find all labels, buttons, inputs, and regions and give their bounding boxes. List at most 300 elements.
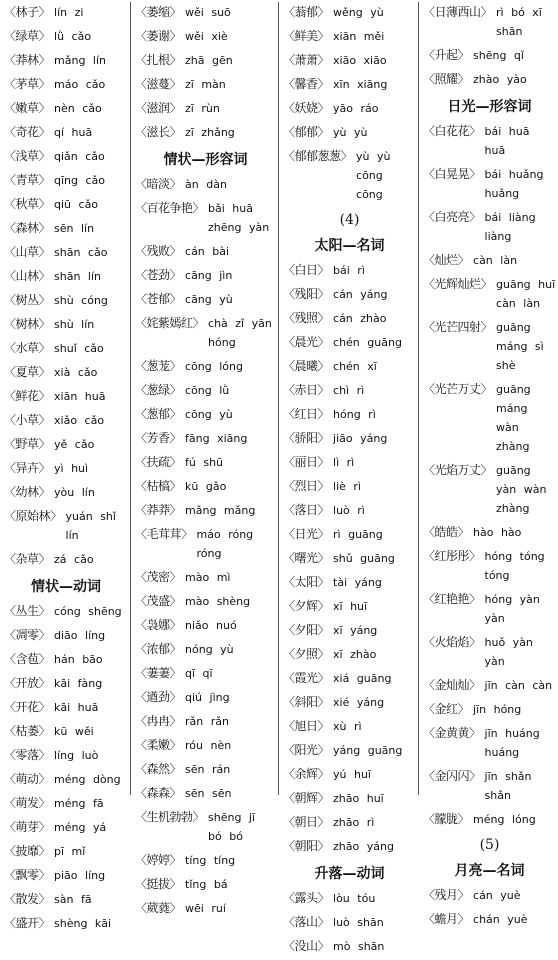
entry-word: 〈晨光〉 — [283, 335, 330, 349]
word-entry — [135, 615, 276, 639]
entry-pinyin: guāng máng wàn zhàng — [496, 383, 531, 453]
entry-pinyin: shuǐ cǎo — [54, 342, 104, 355]
entry-word: 〈光辉灿烂〉 — [423, 277, 493, 291]
section-heading: 情状—动词 — [31, 579, 101, 595]
entry-word: 〈小草〉 — [4, 413, 51, 427]
entry-pinyin: kū gǎo — [185, 480, 227, 493]
word-entry — [423, 766, 556, 809]
column-1 — [0, 2, 130, 930]
entry-word: 〈残败〉 — [135, 244, 182, 258]
entry-word: 〈滋润〉 — [135, 101, 182, 115]
entry-word: 〈扎根〉 — [135, 53, 182, 67]
word-entry — [135, 850, 276, 874]
entry-pinyin: pī mǐ — [54, 845, 86, 858]
section-heading: 日光—形容词 — [447, 99, 532, 115]
word-entry — [4, 314, 128, 338]
entry-word: 〈毛茸茸〉 — [135, 527, 193, 541]
entry-word: 〈含苞〉 — [4, 652, 51, 666]
entry-word: 〈滋蔓〉 — [135, 77, 182, 91]
entry-word: 〈茂密〉 — [135, 570, 182, 584]
word-entry — [135, 524, 276, 567]
entry-word: 〈盛开〉 — [4, 916, 51, 930]
word-entry — [135, 874, 276, 898]
word-entry — [4, 290, 128, 314]
entry-pinyin: mào mì — [185, 571, 231, 584]
entry-word: 〈皓皓〉 — [423, 525, 470, 539]
entry-word: 〈照耀〉 — [423, 72, 470, 86]
word-entry — [135, 687, 276, 711]
entry-pinyin: shù cóng — [54, 294, 108, 307]
word-entry — [283, 284, 416, 308]
word-entry — [4, 338, 128, 362]
word-entry — [423, 699, 556, 723]
entry-word: 〈浅草〉 — [4, 149, 51, 163]
entry-pinyin: hào hào — [473, 526, 522, 539]
entry-pinyin: shēng qǐ — [473, 49, 524, 62]
column-3 — [278, 2, 418, 953]
entry-word: 〈秋草〉 — [4, 197, 51, 211]
entry-word: 〈太阳〉 — [283, 575, 330, 589]
entry-word: 〈灿烂〉 — [423, 253, 470, 267]
entry-word: 〈挺拔〉 — [135, 877, 182, 891]
word-entry — [4, 410, 128, 434]
entry-pinyin: hán bāo — [54, 653, 103, 666]
entry-pinyin: liè rì — [333, 480, 361, 493]
word-entry — [283, 428, 416, 452]
entry-word: 〈森然〉 — [135, 762, 182, 776]
word-entry — [423, 164, 556, 207]
word-entry — [283, 74, 416, 98]
entry-pinyin: àn dàn — [185, 178, 227, 191]
entry-word: 〈飘零〉 — [4, 868, 51, 882]
entry-pinyin: xiān měi — [333, 30, 385, 43]
entry-pinyin: chén guāng — [333, 336, 402, 349]
word-entry — [4, 913, 128, 937]
word-entry — [135, 404, 276, 428]
entry-pinyin: xī huī — [333, 600, 368, 613]
entry-word: 〈暗淡〉 — [135, 177, 182, 191]
entry-pinyin: mǎng lín — [54, 54, 107, 67]
entry-pinyin: mǎng mǎng — [185, 504, 256, 517]
word-entry — [283, 476, 416, 500]
entry-pinyin: líng luò — [54, 749, 99, 762]
entry-pinyin: cán bài — [185, 245, 230, 258]
word-entry — [135, 591, 276, 615]
word-entry — [283, 716, 416, 740]
entry-pinyin: kāi huā — [54, 701, 99, 714]
entry-word: 〈野草〉 — [4, 437, 51, 451]
word-entry — [135, 639, 276, 663]
entry-pinyin: cán yáng — [333, 288, 388, 301]
entry-pinyin: jīn shǎn shǎn — [484, 770, 532, 802]
entry-word: 〈柔嫩〉 — [135, 738, 182, 752]
entry-pinyin: máo róng róng — [196, 528, 254, 560]
entry-pinyin: qiū cǎo — [54, 198, 99, 211]
entry-word: 〈遒劲〉 — [135, 690, 182, 704]
word-entry — [4, 673, 128, 697]
entry-pinyin: jiāo yáng — [333, 432, 388, 445]
entry-pinyin: yáng guāng — [333, 744, 403, 757]
entry-pinyin: yú huī — [333, 768, 371, 781]
entry-word: 〈白亮亮〉 — [423, 210, 481, 224]
word-entry — [283, 26, 416, 50]
word-entry — [135, 735, 276, 759]
entry-word: 〈日光〉 — [283, 527, 330, 541]
entry-word: 〈开放〉 — [4, 676, 51, 690]
entry-word: 〈散发〉 — [4, 892, 51, 906]
entry-pinyin: luò rì — [333, 504, 365, 517]
word-entry — [283, 788, 416, 812]
entry-pinyin: méng lóng — [473, 813, 536, 826]
entry-word: 〈林子〉 — [4, 5, 51, 19]
word-entry — [4, 194, 128, 218]
entry-word: 〈霞光〉 — [283, 671, 330, 685]
word-entry — [4, 170, 128, 194]
entry-word: 〈丽日〉 — [283, 455, 330, 469]
entry-pinyin: shèng kāi — [54, 917, 112, 930]
entry-pinyin: cōng lóng — [185, 360, 243, 373]
word-entry — [4, 458, 128, 482]
entry-pinyin: zhā gēn — [185, 54, 233, 67]
entry-word: 〈余辉〉 — [283, 767, 330, 781]
entry-word: 〈落日〉 — [283, 503, 330, 517]
word-entry — [423, 809, 556, 833]
entry-word: 〈莽莽〉 — [135, 503, 182, 517]
entry-word: 〈芳香〉 — [135, 431, 182, 445]
word-entry — [4, 506, 128, 549]
entry-word: 〈赤日〉 — [283, 383, 330, 397]
entry-word: 〈青草〉 — [4, 173, 51, 187]
entry-word: 〈光芒四射〉 — [423, 320, 493, 334]
word-entry — [283, 146, 416, 208]
entry-word: 〈金黄黄〉 — [423, 726, 481, 740]
word-entry — [283, 936, 416, 960]
word-entry — [423, 317, 556, 379]
word-entry — [283, 2, 416, 26]
entry-pinyin: méng fā — [54, 797, 104, 810]
word-entry — [4, 549, 128, 573]
entry-word: 〈露头〉 — [283, 891, 330, 905]
column-4 — [418, 2, 558, 926]
entry-pinyin: wěng yù — [333, 6, 384, 19]
entry-pinyin: xiān huā — [54, 390, 106, 403]
word-entry — [283, 836, 416, 860]
word-entry — [135, 2, 276, 26]
entry-pinyin: fú shū — [185, 456, 224, 469]
entry-pinyin: zá cǎo — [54, 553, 94, 566]
word-entry — [4, 386, 128, 410]
entry-word: 〈幼林〉 — [4, 485, 51, 499]
entry-pinyin: chì rì — [333, 384, 365, 397]
entry-pinyin: sàn fā — [54, 893, 92, 906]
word-entry — [4, 98, 128, 122]
word-entry — [135, 174, 276, 198]
word-entry — [283, 98, 416, 122]
entry-word: 〈晨曦〉 — [283, 359, 330, 373]
entry-pinyin: kū wěi — [54, 725, 94, 738]
word-entry — [423, 522, 556, 546]
entry-pinyin: zī màn — [185, 78, 226, 91]
entry-word: 〈百花争艳〉 — [135, 201, 205, 215]
entry-pinyin: xī yáng — [333, 624, 378, 637]
entry-pinyin: cāng jìn — [185, 269, 233, 282]
entry-word: 〈朝辉〉 — [283, 791, 330, 805]
entry-word: 〈葱绿〉 — [135, 383, 182, 397]
word-entry — [4, 841, 128, 865]
entry-word: 〈枯槁〉 — [135, 479, 182, 493]
word-entry — [135, 807, 276, 850]
word-entry — [4, 2, 128, 26]
word-entry — [423, 885, 556, 909]
entry-word: 〈生机勃勃〉 — [135, 810, 205, 824]
entry-word: 〈水草〉 — [4, 341, 51, 355]
word-entry — [135, 356, 276, 380]
entry-word: 〈朝日〉 — [283, 815, 330, 829]
entry-pinyin: jīn hóng — [473, 703, 522, 716]
entry-word: 〈残照〉 — [283, 311, 330, 325]
entry-pinyin: guāng huī càn làn — [496, 278, 556, 310]
word-entry — [283, 380, 416, 404]
word-entry — [135, 380, 276, 404]
entry-word: 〈披靡〉 — [4, 844, 51, 858]
entry-word: 〈葱郁〉 — [135, 407, 182, 421]
entry-word: 〈山草〉 — [4, 245, 51, 259]
word-entry — [4, 649, 128, 673]
entry-pinyin: zhāo rì — [333, 816, 375, 829]
word-entry — [283, 692, 416, 716]
entry-pinyin: mào shèng — [185, 595, 251, 608]
word-entry — [135, 289, 276, 313]
entry-pinyin: xiá guāng — [333, 672, 392, 685]
entry-word: 〈夕辉〉 — [283, 599, 330, 613]
entry-pinyin: lǜ cǎo — [54, 30, 92, 43]
entry-pinyin: bǎi huā zhēng yàn — [208, 202, 270, 234]
entry-word: 〈朦胧〉 — [423, 812, 470, 826]
section-heading: 升落—动词 — [314, 866, 385, 882]
word-entry — [135, 898, 276, 922]
entry-word: 〈凋零〉 — [4, 628, 51, 642]
word-entry — [283, 404, 416, 428]
word-entry — [4, 889, 128, 913]
entry-pinyin: lín zi — [54, 6, 84, 19]
entry-pinyin: jīn càn càn — [484, 679, 553, 692]
word-entry — [283, 912, 416, 936]
entry-pinyin: cán zhào — [333, 312, 387, 325]
entry-word: 〈滋长〉 — [135, 125, 182, 139]
entry-word: 〈金灿灿〉 — [423, 678, 481, 692]
word-entry — [423, 250, 556, 274]
entry-word: 〈葱茏〉 — [135, 359, 182, 373]
entry-word: 〈苍郁〉 — [135, 292, 182, 306]
section-heading: 月亮—名词 — [454, 863, 525, 879]
entry-word: 〈枯萎〉 — [4, 724, 51, 738]
entry-word: 〈萋萋〉 — [135, 666, 182, 680]
entry-pinyin: nóng yù — [185, 643, 234, 656]
entry-word: 〈斜阳〉 — [283, 695, 330, 709]
entry-pinyin: rǎn rǎn — [185, 715, 229, 728]
word-entry — [135, 313, 276, 356]
word-entry — [135, 783, 276, 807]
word-entry — [135, 50, 276, 74]
entry-word: 〈旭日〉 — [283, 719, 330, 733]
word-entry — [135, 26, 276, 50]
entry-pinyin: wěi suō — [185, 6, 231, 19]
entry-word: 〈鲜花〉 — [4, 389, 51, 403]
entry-word: 〈鲜美〉 — [283, 29, 330, 43]
entry-pinyin: cóng shēng — [54, 605, 122, 618]
word-entry — [4, 218, 128, 242]
entry-word: 〈曙光〉 — [283, 551, 330, 565]
word-entry — [4, 745, 128, 769]
word-entry — [4, 482, 128, 506]
word-entry — [135, 98, 276, 122]
entry-word: 〈蓊郁〉 — [283, 5, 330, 19]
entry-pinyin: zī zhǎng — [185, 126, 235, 139]
entry-word: 〈零落〉 — [4, 748, 51, 762]
entry-word: 〈妖娆〉 — [283, 101, 330, 115]
word-entry — [4, 50, 128, 74]
word-entry — [4, 242, 128, 266]
entry-pinyin: huǒ yàn yàn — [484, 636, 533, 668]
word-entry — [135, 452, 276, 476]
word-entry — [423, 121, 556, 164]
entry-pinyin: luò shān — [333, 916, 384, 929]
entry-word: 〈开花〉 — [4, 700, 51, 714]
entry-pinyin: róu nèn — [185, 739, 232, 752]
entry-word: 〈扶疏〉 — [135, 455, 182, 469]
word-entry — [423, 207, 556, 250]
word-entry — [135, 500, 276, 524]
entry-word: 〈残月〉 — [423, 888, 470, 902]
entry-pinyin: nèn cǎo — [54, 102, 102, 115]
word-entry — [423, 546, 556, 589]
entry-word: 〈婷婷〉 — [135, 853, 182, 867]
entry-pinyin: qīng cǎo — [54, 174, 106, 187]
entry-word: 〈红艳艳〉 — [423, 592, 481, 606]
entry-word: 〈阳光〉 — [283, 743, 330, 757]
word-entry — [135, 122, 276, 146]
entry-pinyin: cōng yù — [185, 408, 233, 421]
word-entry — [135, 476, 276, 500]
entry-pinyin: yù yù — [333, 126, 368, 139]
entry-word: 〈红彤彤〉 — [423, 549, 481, 563]
entry-pinyin: chà zǐ yān hóng — [208, 317, 272, 349]
entry-word: 〈光芒万丈〉 — [423, 382, 493, 396]
entry-word: 〈白晃晃〉 — [423, 167, 481, 181]
word-entry — [283, 452, 416, 476]
entry-word: 〈袅娜〉 — [135, 618, 182, 632]
entry-word: 〈金红〉 — [423, 702, 470, 716]
entry-word: 〈萌发〉 — [4, 796, 51, 810]
entry-pinyin: guāng máng sì shè — [496, 321, 544, 372]
entry-word: 〈红日〉 — [283, 407, 330, 421]
word-entry — [135, 759, 276, 783]
word-entry — [423, 723, 556, 766]
entry-word: 〈树林〉 — [4, 317, 51, 331]
word-entry — [283, 356, 416, 380]
entry-word: 〈姹紫嫣红〉 — [135, 316, 205, 330]
entry-pinyin: yù yù cōng cōng — [356, 150, 391, 201]
entry-word: 〈夕阳〉 — [283, 623, 330, 637]
entry-pinyin: chán yuè — [473, 913, 528, 926]
entry-pinyin: xià cǎo — [54, 366, 98, 379]
entry-word: 〈奇花〉 — [4, 125, 51, 139]
word-entry — [135, 428, 276, 452]
entry-pinyin: lì rì — [333, 456, 355, 469]
entry-word: 〈树丛〉 — [4, 293, 51, 307]
entry-pinyin: jīn huáng huáng — [484, 727, 540, 759]
word-entry — [283, 500, 416, 524]
entry-pinyin: hóng tóng tóng — [484, 550, 545, 582]
word-entry — [283, 668, 416, 692]
entry-word: 〈萧萧〉 — [283, 53, 330, 67]
entry-pinyin: zhào yào — [473, 73, 527, 86]
word-entry — [4, 362, 128, 386]
word-entry — [283, 620, 416, 644]
entry-pinyin: zhāo huī — [333, 792, 384, 805]
entry-pinyin: càn làn — [473, 254, 518, 267]
entry-pinyin: tài yáng — [333, 576, 382, 589]
word-entry — [283, 332, 416, 356]
entry-word: 〈没山〉 — [283, 939, 330, 953]
word-entry — [4, 146, 128, 170]
word-entry — [4, 865, 128, 889]
entry-pinyin: shù lín — [54, 318, 95, 331]
entry-pinyin: cán yuè — [473, 889, 521, 902]
entry-word: 〈日薄西山〉 — [423, 5, 493, 19]
entry-pinyin: yòu lín — [54, 486, 95, 499]
entry-word: 〈火焰焰〉 — [423, 635, 481, 649]
entry-pinyin: diāo líng — [54, 629, 106, 642]
entry-word: 〈夏草〉 — [4, 365, 51, 379]
word-entry — [423, 2, 556, 45]
entry-pinyin: sēn lín — [54, 222, 95, 235]
entry-pinyin: wěi xiè — [185, 30, 228, 43]
entry-word: 〈升起〉 — [423, 48, 470, 62]
entry-word: 〈山林〉 — [4, 269, 51, 283]
entry-word: 〈森林〉 — [4, 221, 51, 235]
entry-pinyin: xù rì — [333, 720, 362, 733]
entry-word: 〈苍劲〉 — [135, 268, 182, 282]
entry-pinyin: rì guāng — [333, 528, 383, 541]
entry-word: 〈萌芽〉 — [4, 820, 51, 834]
entry-word: 〈光焰万丈〉 — [423, 463, 493, 477]
word-entry — [283, 644, 416, 668]
column-2 — [130, 2, 278, 915]
word-entry — [4, 434, 128, 458]
entry-word: 〈蟾月〉 — [423, 912, 470, 926]
word-entry — [283, 812, 416, 836]
word-entry — [423, 460, 556, 522]
entry-pinyin: bái liàng liàng — [484, 211, 536, 243]
entry-word: 〈嫩草〉 — [4, 101, 51, 115]
entry-word: 〈骄阳〉 — [283, 431, 330, 445]
entry-pinyin: zī rùn — [185, 102, 220, 115]
entry-word: 〈杂草〉 — [4, 552, 51, 566]
entry-pinyin: fāng xiāng — [185, 432, 248, 445]
entry-pinyin: méng yá — [54, 821, 107, 834]
word-entry — [135, 567, 276, 591]
word-entry — [283, 122, 416, 146]
word-entry — [135, 711, 276, 735]
entry-pinyin: lòu tóu — [333, 892, 376, 905]
word-entry — [283, 888, 416, 912]
word-entry — [283, 764, 416, 788]
entry-pinyin: yì huì — [54, 462, 89, 475]
entry-pinyin: hóng rì — [333, 408, 376, 421]
word-entry — [283, 308, 416, 332]
entry-word: 〈绿草〉 — [4, 29, 51, 43]
